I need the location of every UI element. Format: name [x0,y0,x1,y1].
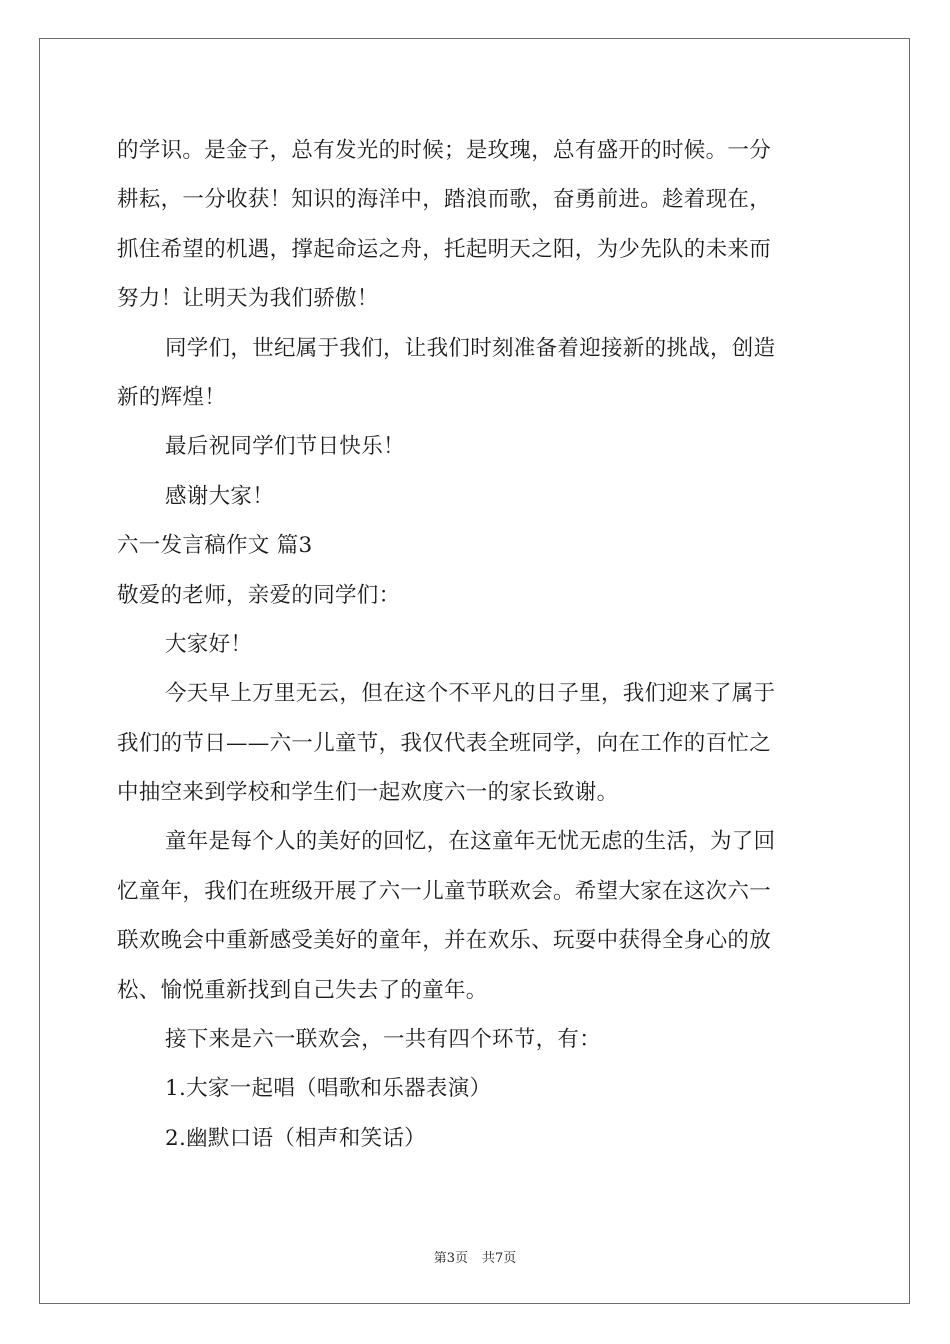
text-line: 抓住希望的机遇，撑起命运之舟，托起明天之阳，为少先队的未来而 [117,236,772,262]
text-line: 联欢晚会中重新感受美好的童年，并在欢乐、玩耍中获得全身心的放 [117,928,772,954]
text-line: 忆童年，我们在班级开展了六一儿童节联欢会。希望大家在这次六一 [117,878,772,904]
section-heading: 六一发言稿作文 篇3 [117,533,313,559]
list-item: 1.大家一起唱（唱歌和乐器表演） [165,1076,492,1102]
paragraph-start-line: 接下来是六一联欢会，一共有四个环节，有： [165,1027,602,1053]
text-line: 中抽空来到学校和学生们一起欢度六一的家长致谢。 [117,780,619,806]
list-item: 2.幽默口语（相声和笑话） [165,1125,426,1151]
text-line: 努力！让明天为我们骄傲！ [117,286,379,312]
paragraph-start-line: 童年是每个人的美好的回忆，在这童年无忧无虑的生活，为了回 [165,829,776,855]
text-line: 我们的节日——六一儿童节，我仅代表全班同学，向在工作的百忙之 [117,730,772,756]
greeting: 大家好！ [165,631,253,657]
page-footer [0,1247,950,1266]
paragraph-start-line: 感谢大家！ [165,483,275,509]
paragraph-start-line: 今天早上万里无云，但在这个不平凡的日子里，我们迎来了属于 [165,681,776,707]
text-line: 松、愉悦重新找到自己失去了的童年。 [117,977,488,1003]
text-line: 的学识。是金子，总有发光的时候；是玫瑰，总有盛开的时候。一分 [117,138,772,163]
paragraph-start-line: 同学们，世纪属于我们，让我们时刻准备着迎接新的挑战，创造 [165,335,776,361]
text-line: 耕耘，一分收获！知识的海洋中，踏浪而歌，奋勇前进。趁着现在， [117,187,772,213]
page-number-current: 第3页 [433,1251,468,1266]
paragraph-start-line: 最后祝同学们节日快乐！ [165,434,405,460]
document-body [117,126,837,1163]
salutation: 敬爱的老师，亲爱的同学们： [117,582,401,608]
text-line: 新的辉煌！ [117,384,227,410]
page-number-total: 共7页 [482,1251,517,1266]
